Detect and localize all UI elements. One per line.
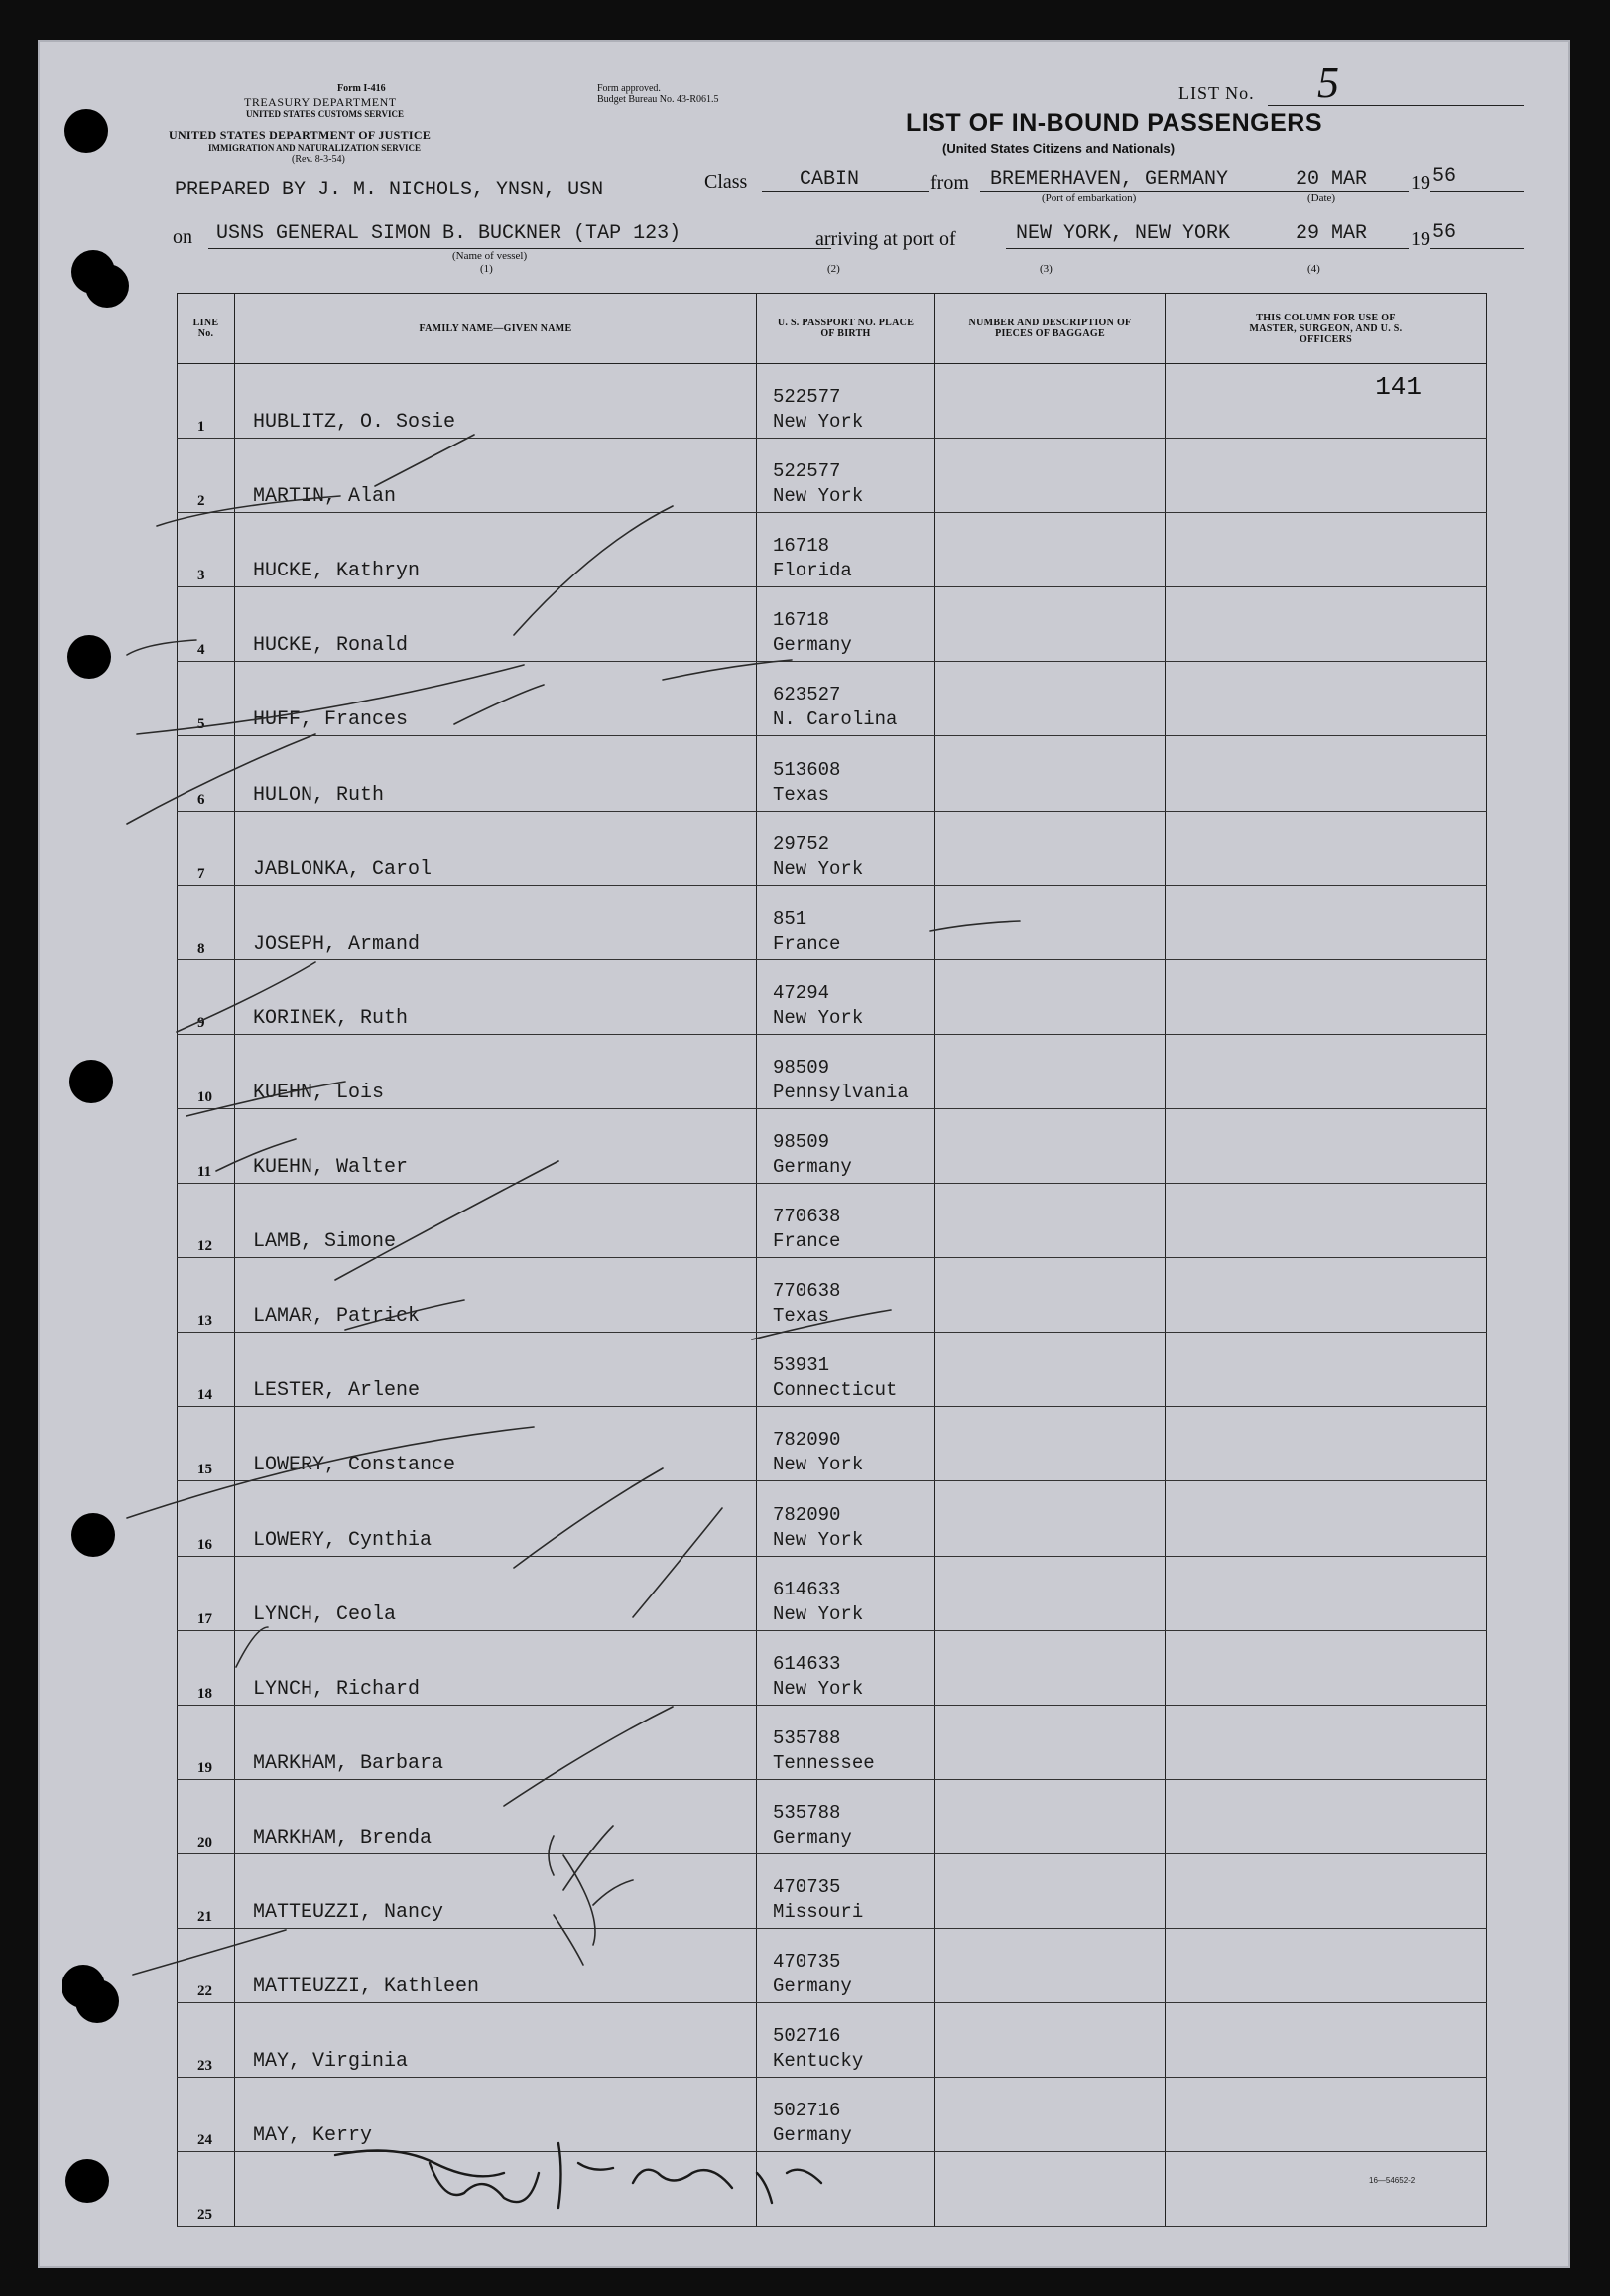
from-year-prefix: 19: [1411, 172, 1430, 193]
passenger-name: MATTEUZZI, Kathleen: [253, 1976, 480, 1999]
place-of-birth: Germany: [773, 1976, 852, 1998]
passport-number: 522577: [773, 460, 841, 483]
binder-hole: [75, 1979, 119, 2023]
binder-hole: [69, 1060, 113, 1103]
passport-number: 535788: [773, 1726, 841, 1749]
line-number: 11: [197, 1164, 212, 1181]
passenger-name: MARTIN, Alan: [253, 485, 397, 509]
from-year: 56: [1432, 165, 1457, 188]
passenger-name: LYNCH, Richard: [253, 1677, 421, 1701]
line-number: 15: [197, 1462, 212, 1478]
place-of-birth: Texas: [773, 783, 830, 806]
place-of-birth: New York: [773, 1454, 864, 1476]
port-caption: (Port of embarkation): [1042, 192, 1137, 204]
passport-number: 770638: [773, 1280, 841, 1303]
col-caption-3: (3): [1040, 263, 1053, 275]
line-number: 7: [197, 865, 205, 882]
binder-hole: [67, 635, 111, 679]
passport-number: 782090: [773, 1429, 841, 1452]
passport-number: 502716: [773, 2025, 841, 2048]
line-number: 20: [197, 1834, 212, 1850]
line-number: 4: [197, 642, 205, 659]
binder-hole: [64, 109, 108, 153]
passenger-name: LESTER, Arlene: [253, 1379, 421, 1403]
passenger-name: MARKHAM, Barbara: [253, 1751, 444, 1775]
from-date: 20 MAR: [1296, 168, 1368, 191]
place-of-birth: Kentucky: [773, 2050, 864, 2073]
from-label: from: [930, 172, 969, 193]
footer-code: 16—54652-2: [1369, 2176, 1416, 2185]
date-caption: (Date): [1307, 192, 1336, 204]
passport-number: 470735: [773, 1951, 841, 1974]
passport-number: 782090: [773, 1503, 841, 1526]
passport-number: 614633: [773, 1652, 841, 1675]
place-of-birth: New York: [773, 857, 864, 880]
arrival-port: NEW YORK, NEW YORK: [1016, 222, 1231, 245]
class-label: Class: [704, 171, 748, 192]
place-of-birth: New York: [773, 1528, 864, 1551]
passenger-name: MAY, Kerry: [253, 2124, 373, 2148]
place-of-birth: France: [773, 932, 841, 955]
passport-number: 614633: [773, 1578, 841, 1600]
binder-hole: [71, 1513, 115, 1557]
place-of-birth: Missouri: [773, 1900, 864, 1923]
place-of-birth: New York: [773, 411, 864, 434]
line-number: 25: [197, 2207, 212, 2224]
ins-service: IMMIGRATION AND NATURALIZATION SERVICE: [208, 143, 421, 153]
passport-number: 53931: [773, 1354, 830, 1377]
passport-number: 98509: [773, 1056, 830, 1079]
line-number: 5: [197, 716, 205, 733]
line-number: 8: [197, 940, 205, 957]
passenger-name: KUEHN, Lois: [253, 1081, 385, 1104]
passenger-name: LAMAR, Patrick: [253, 1305, 421, 1329]
passenger-name: KUEHN, Walter: [253, 1156, 409, 1180]
passenger-name: KORINEK, Ruth: [253, 1006, 409, 1030]
binder-hole: [85, 264, 129, 308]
line-number: 14: [197, 1387, 212, 1404]
handwritten-marks: [38, 40, 1570, 2268]
passport-number: 470735: [773, 1875, 841, 1898]
place-of-birth: Texas: [773, 1305, 830, 1328]
passenger-name: HUFF, Frances: [253, 708, 409, 732]
line-number: 6: [197, 791, 205, 808]
header-line-no: LINE No.: [178, 294, 235, 364]
line-number: 24: [197, 2132, 212, 2149]
passport-number: 47294: [773, 981, 830, 1004]
place-of-birth: Germany: [773, 634, 852, 657]
officer-note: 141: [1375, 372, 1422, 402]
line-number: 3: [197, 568, 205, 584]
treasury-dept: TREASURY DEPARTMENT: [244, 95, 397, 109]
passenger-name: HUBLITZ, O. Sosie: [253, 411, 456, 435]
passenger-name: MATTEUZZI, Nancy: [253, 1900, 444, 1924]
place-of-birth: Germany: [773, 2124, 852, 2147]
passenger-name: MARKHAM, Brenda: [253, 1826, 433, 1850]
passenger-name: LOWERY, Cynthia: [253, 1528, 433, 1552]
list-no-label: LIST No.: [1178, 83, 1255, 103]
line-number: 17: [197, 1610, 212, 1627]
place-of-birth: Pennsylvania: [773, 1081, 909, 1103]
line-number: 19: [197, 1759, 212, 1776]
line-number: 9: [197, 1014, 205, 1031]
col-caption-1: (1): [480, 263, 493, 275]
form-id: Form I-416: [337, 83, 386, 94]
passenger-name: JABLONKA, Carol: [253, 857, 433, 881]
passport-number: 535788: [773, 1801, 841, 1824]
on-label: on: [173, 226, 192, 248]
header-baggage: NUMBER AND DESCRIPTION OF PIECES OF BAGGAGE: [935, 294, 1166, 364]
vessel-caption: (Name of vessel): [452, 250, 528, 262]
place-of-birth: New York: [773, 485, 864, 508]
line-number: 23: [197, 2058, 212, 2075]
col-caption-4: (4): [1307, 263, 1320, 275]
passport-number: 513608: [773, 758, 841, 781]
line-number: 2: [197, 493, 205, 510]
line-number: 16: [197, 1536, 212, 1553]
place-of-birth: Germany: [773, 1826, 852, 1849]
place-of-birth: Connecticut: [773, 1379, 898, 1402]
document-page: [38, 40, 1570, 2268]
passenger-name: LAMB, Simone: [253, 1230, 397, 1254]
budget-bureau: Budget Bureau No. 43-R061.5: [597, 94, 719, 105]
passport-number: 29752: [773, 832, 830, 855]
revision: (Rev. 8-3-54): [292, 154, 345, 165]
form-approved: Form approved.: [597, 83, 661, 94]
line-number: 13: [197, 1313, 212, 1330]
header-officers: THIS COLUMN FOR USE OF MASTER, SURGEON, AND U. S. OFFICERS: [1166, 294, 1487, 364]
binder-hole: [65, 2159, 109, 2203]
arriving-label: arriving at port of: [815, 228, 956, 250]
passenger-name: HUCKE, Kathryn: [253, 560, 421, 583]
passport-number: 98509: [773, 1131, 830, 1154]
place-of-birth: Florida: [773, 560, 852, 582]
place-of-birth: N. Carolina: [773, 708, 898, 731]
passenger-name: MAY, Virginia: [253, 2050, 409, 2074]
line-number: 18: [197, 1685, 212, 1702]
arrival-date: 29 MAR: [1296, 222, 1368, 245]
header-name: FAMILY NAME—GIVEN NAME: [235, 294, 757, 364]
line-number: 22: [197, 1983, 212, 2000]
passenger-name: JOSEPH, Armand: [253, 932, 421, 956]
passport-number: 770638: [773, 1206, 841, 1228]
place-of-birth: Germany: [773, 1156, 852, 1179]
place-of-birth: Tennessee: [773, 1751, 875, 1774]
prepared-by: PREPARED BY J. M. NICHOLS, YNSN, USN: [175, 179, 604, 201]
passport-number: 16718: [773, 535, 830, 558]
passenger-name: HUCKE, Ronald: [253, 634, 409, 658]
from-port: BREMERHAVEN, GERMANY: [990, 168, 1229, 191]
page-title: LIST OF IN-BOUND PASSENGERS: [906, 109, 1323, 137]
vessel-name: USNS GENERAL SIMON B. BUCKNER (TAP 123): [216, 222, 681, 245]
passenger-name: LYNCH, Ceola: [253, 1602, 397, 1626]
class-value: CABIN: [800, 168, 860, 191]
arrival-year: 56: [1432, 221, 1457, 244]
page-subtitle: (United States Citizens and Nationals): [942, 141, 1176, 156]
list-no-value: 5: [1317, 59, 1339, 107]
arrival-year-prefix: 19: [1411, 228, 1430, 250]
passenger-name: HULON, Ruth: [253, 783, 385, 807]
passport-number: 502716: [773, 2100, 841, 2122]
col-caption-2: (2): [827, 263, 840, 275]
place-of-birth: New York: [773, 1677, 864, 1700]
passenger-name: LOWERY, Constance: [253, 1454, 456, 1477]
customs-service: UNITED STATES CUSTOMS SERVICE: [246, 109, 404, 119]
place-of-birth: France: [773, 1230, 841, 1253]
place-of-birth: New York: [773, 1006, 864, 1029]
line-number: 12: [197, 1238, 212, 1255]
passport-number: 16718: [773, 609, 830, 632]
passport-number: 522577: [773, 386, 841, 409]
line-number: 1: [197, 419, 205, 436]
place-of-birth: New York: [773, 1602, 864, 1625]
justice-dept: UNITED STATES DEPARTMENT OF JUSTICE: [169, 128, 432, 142]
passport-number: 623527: [773, 684, 841, 706]
passport-number: 851: [773, 907, 807, 930]
line-number: 10: [197, 1088, 212, 1105]
header-passport: U. S. PASSPORT NO. PLACE OF BIRTH: [757, 294, 935, 364]
line-number: 21: [197, 1908, 212, 1925]
